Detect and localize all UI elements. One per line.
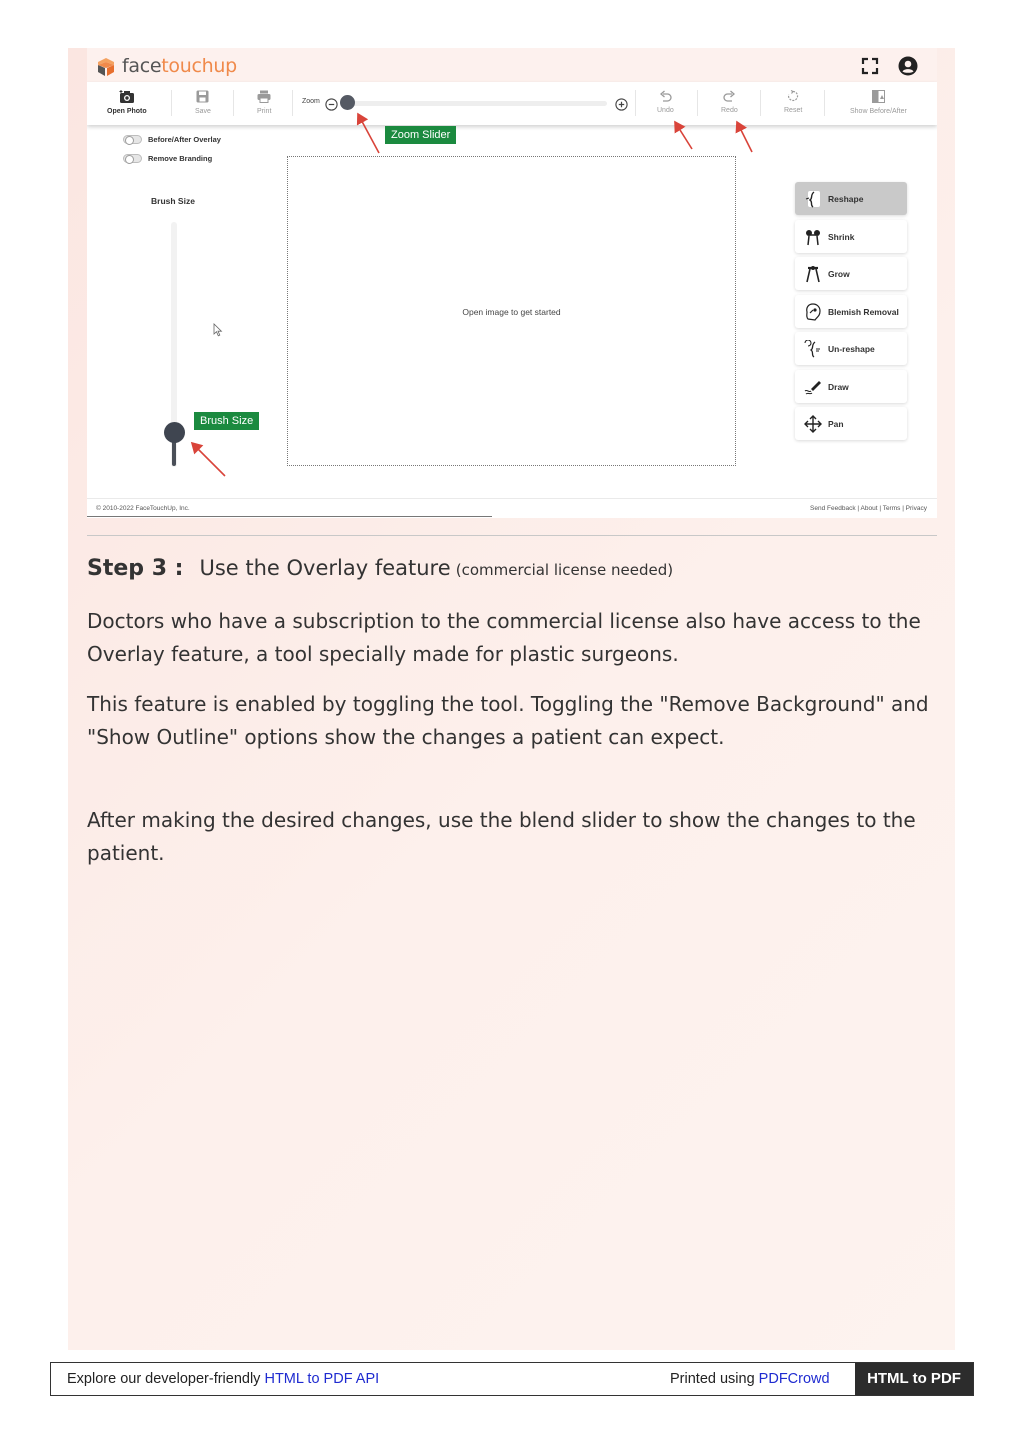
brush-size-callout: Brush Size [194, 412, 259, 430]
html-to-pdf-api-link[interactable]: HTML to PDF API [264, 1371, 380, 1387]
undo-arrow [675, 122, 692, 149]
pdf-footer-right [670, 1371, 830, 1387]
tool-label: Blemish Removal [828, 306, 899, 317]
copyright-text: © 2010-2022 FaceTouchUp, Inc. [96, 505, 190, 512]
redo-arrow [737, 122, 752, 152]
show-before-after-label: Show Before/After [850, 108, 907, 115]
undo-label: Undo [657, 107, 674, 114]
pdf-footer-right-text: Printed using [670, 1371, 759, 1387]
zoom-arrow [358, 114, 379, 153]
step-title: Use the Overlay feature [199, 556, 451, 580]
pdf-footer-left [67, 1371, 379, 1387]
footer-links[interactable]: Send Feedback | About | Terms | Privacy [810, 505, 927, 512]
annotation-arrows [0, 0, 1024, 520]
before-after-overlay-label: Before/After Overlay [148, 135, 221, 144]
tool-label: Un-reshape [828, 343, 875, 354]
reset-label: Reset [784, 107, 803, 114]
tool-label: Pan [828, 418, 844, 429]
section-divider [87, 535, 937, 536]
step-heading [87, 556, 673, 581]
html-to-pdf-badge[interactable]: HTML to PDF [855, 1363, 973, 1395]
brush-arrow [192, 443, 225, 476]
pdf-footer-left-text: Explore our developer-friendly [67, 1371, 265, 1387]
tool-label: Grow [828, 268, 850, 279]
paragraph: After making the desired changes, use the blend slider to show the changes to the patient. [87, 808, 916, 865]
logo-text-face: face [122, 55, 162, 77]
redo-label: Redo [721, 107, 738, 114]
pdfcrowd-link[interactable]: PDFCrowd [758, 1371, 830, 1387]
tool-label: Reshape [828, 193, 864, 204]
remove-branding-label: Remove Branding [148, 154, 213, 163]
zoom-slider-callout: Zoom Slider [385, 126, 456, 144]
tool-label: Shrink [828, 231, 855, 242]
zoom-label: Zoom [302, 98, 320, 105]
pdf-footer-bar [50, 1362, 974, 1396]
brush-size-title: Brush Size [151, 196, 195, 206]
logo-text-touchup: touchup [161, 55, 237, 77]
open-photo-label: Open Photo [107, 108, 147, 115]
save-label: Save [195, 108, 211, 115]
step-note: (commercial license needed) [455, 561, 674, 579]
print-label: Print [257, 108, 272, 115]
tool-label: Draw [828, 381, 849, 392]
step-label: Step 3 : [87, 556, 184, 581]
paragraph: Doctors who have a subscription to the commercial license also have access to the Overlay feature, a tool specially made for plastic surgeons. [87, 609, 921, 666]
canvas-empty-message: Open image to get started [462, 307, 561, 317]
paragraph: This feature is enabled by toggling the tool. Toggling the "Remove Background" and "Show Outline" options show the changes a patient can expect. [87, 692, 929, 749]
